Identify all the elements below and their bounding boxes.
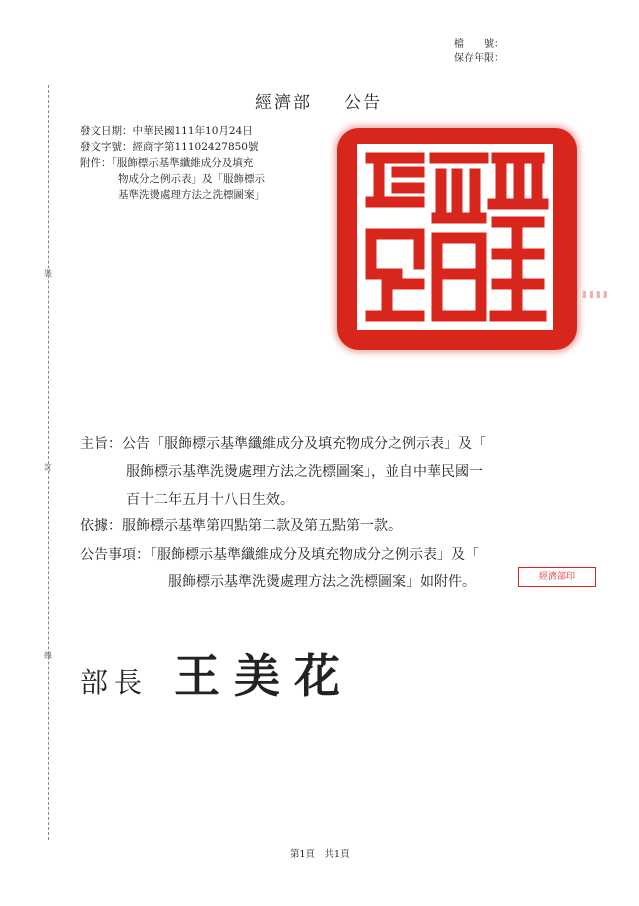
document-number: 發文字號：經商字第11102427850號: [80, 141, 259, 153]
binding-char-bottom: 線: [44, 651, 52, 660]
minister-signature: [80, 640, 354, 706]
agency-name: 經濟部: [255, 93, 312, 113]
binding-char-top: 裝: [44, 269, 52, 278]
file-info: [454, 38, 504, 66]
document-type: 公告: [344, 93, 382, 113]
attachment-line-3: 基準洗燙處理方法之洗標圖案」: [118, 189, 265, 201]
subject-line-3: 百十二年五月十八日生效。: [126, 492, 294, 508]
official-seal: [337, 128, 577, 350]
notice-line-2: 服飾標示基準洗燙處理方法之洗標圖案」如附件。: [168, 574, 476, 590]
basis-line: 依據：服飾標示基準第四點第二款及第五點第一款。: [80, 518, 402, 534]
subject-line-1: 主旨：公告「服飾標示基準纖維成分及填充物成分之例示表」及「: [80, 436, 486, 452]
minister-name: 王美花: [174, 649, 355, 703]
page-number: 第1頁 共1頁: [290, 849, 350, 860]
attachment-line-2: 物成分之例示表」及「服飾標示: [118, 173, 265, 185]
attachment-line-1: 附件：「服飾標示基準纖維成分及填充: [80, 157, 254, 169]
notice-line-1: 公告事項：「服飾標示基準纖維成分及填充物成分之例示表」及「: [80, 547, 479, 563]
document-meta: [80, 123, 265, 203]
seal-script-icon: [357, 144, 553, 330]
file-number-label: 檔 號：: [454, 39, 504, 50]
small-seal-stamp: 經濟部印: [518, 567, 596, 587]
minister-title: 部長: [80, 666, 149, 699]
document-title: [255, 88, 382, 113]
binding-char-mid: 訂: [44, 463, 52, 472]
retention-period-label: 保存年限：: [454, 53, 504, 64]
subject-line-2: 服飾標示基準洗燙處理方法之洗標圖案」，並自中華民國一: [126, 464, 483, 480]
seal-bleed-mark: ▮▮▮▮: [582, 290, 610, 300]
issue-date: 發文日期：中華民國111年10月24日: [80, 125, 253, 137]
